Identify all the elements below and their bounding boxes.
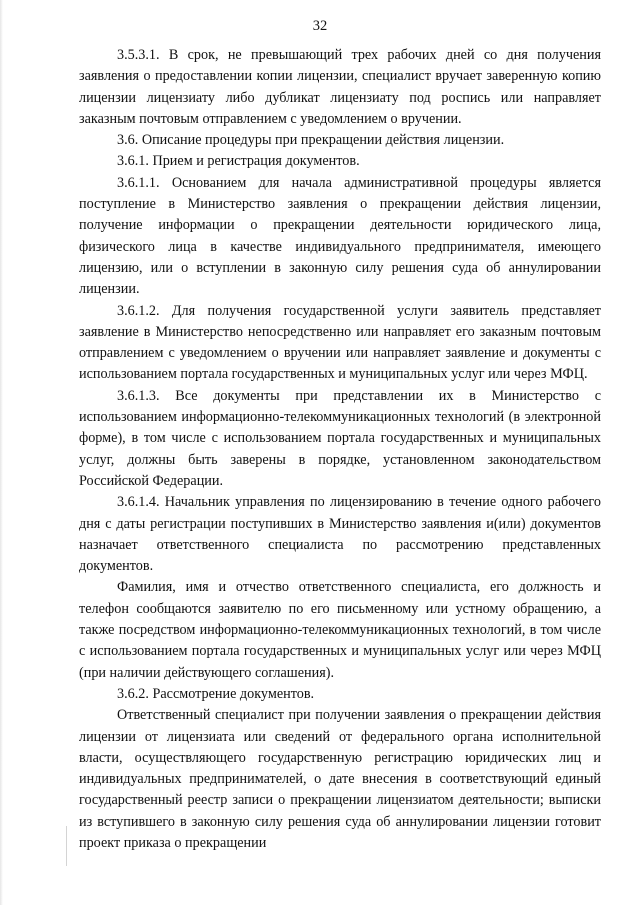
paragraph-3-6-1-1: 3.6.1.1. Основанием для начала административной процедуры является поступление в Министерство заявления о прекращении действия лицензии, получение информации о прекращении деятельности юридического лица, физического лица в качестве индивидуального предпринимателя, имеющего лицензию, или о вступлении в законную силу решения суда об аннулировании лицензии. [79, 174, 601, 298]
heading-3-6: 3.6. Описание процедуры при прекращении действия лицензии. [117, 132, 505, 149]
paragraph-3-6-1-3: 3.6.1.3. Все документы при представлении их в Министерство с использованием информационно-телекоммуникационных технологий (в электронной форме), в том числе с использованием портала государственных и муниципальных услуг, должны быть заверены в порядке, установленном законодательством Российской Федерации. [79, 387, 601, 489]
document-body [79, 45, 601, 854]
scan-edge-shadow [0, 0, 3, 905]
paragraph-3-6-1-4: 3.6.1.4. Начальник управления по лицензированию в течение одного рабочего дня с даты регистрации поступивших в Министерство заявления и(или) документов назначает ответственного специалиста по рассмотрению представленных документов. [79, 494, 601, 575]
heading-3-6-1: 3.6.1. Прием и регистрация документов. [117, 153, 360, 170]
page-number: 32 [312, 18, 328, 34]
paragraph-3-6-1-2: 3.6.1.2. Для получения государственной услуги заявитель представляет заявление в Министерство непосредственно или направляет его заказным почтовым отправлением с уведомлением о вручении или направляет заявление и документы с использованием портала государственных и муниципальных услуг или через МФЦ. [79, 302, 601, 383]
scan-artifact-line [66, 826, 67, 866]
paragraph-3-5-3-1: 3.5.3.1. В срок, не превышающий трех рабочих дней со дня получения заявления о предоставлении копии лицензии, специалист вручает заверенную копию лицензии лицензиату либо дубликат лицензиату под роспись или направляет заказным почтовым отправлением с уведомлением о вручении. [79, 47, 601, 127]
heading-3-6-2: 3.6.2. Рассмотрение документов. [117, 685, 315, 702]
paragraph-specialist-contact: Фамилия, имя и отчество ответственного специалиста, его должность и телефон сообщаются заявителю по его письменному или устному обращению, а также посредством информационно-телекоммуникационных технологий, в том числе с использованием портала государственных и муниципальных услуг или через МФЦ (при наличии действующего соглашения). [79, 579, 601, 681]
paragraph-document-review: Ответственный специалист при получении заявления о прекращении действия лицензии от лицензиата или сведений от федерального органа исполнительной власти, осуществляющего государственную регистрацию юридических лиц и индивидуальных предпринимателей, о дате внесения в соответствующий единый государственный реестр записи о прекращении лицензиатом деятельности; выписки из вступившего в законную силу решения суда об аннулировании лицензии готовит проект приказа о прекращении [79, 707, 601, 851]
